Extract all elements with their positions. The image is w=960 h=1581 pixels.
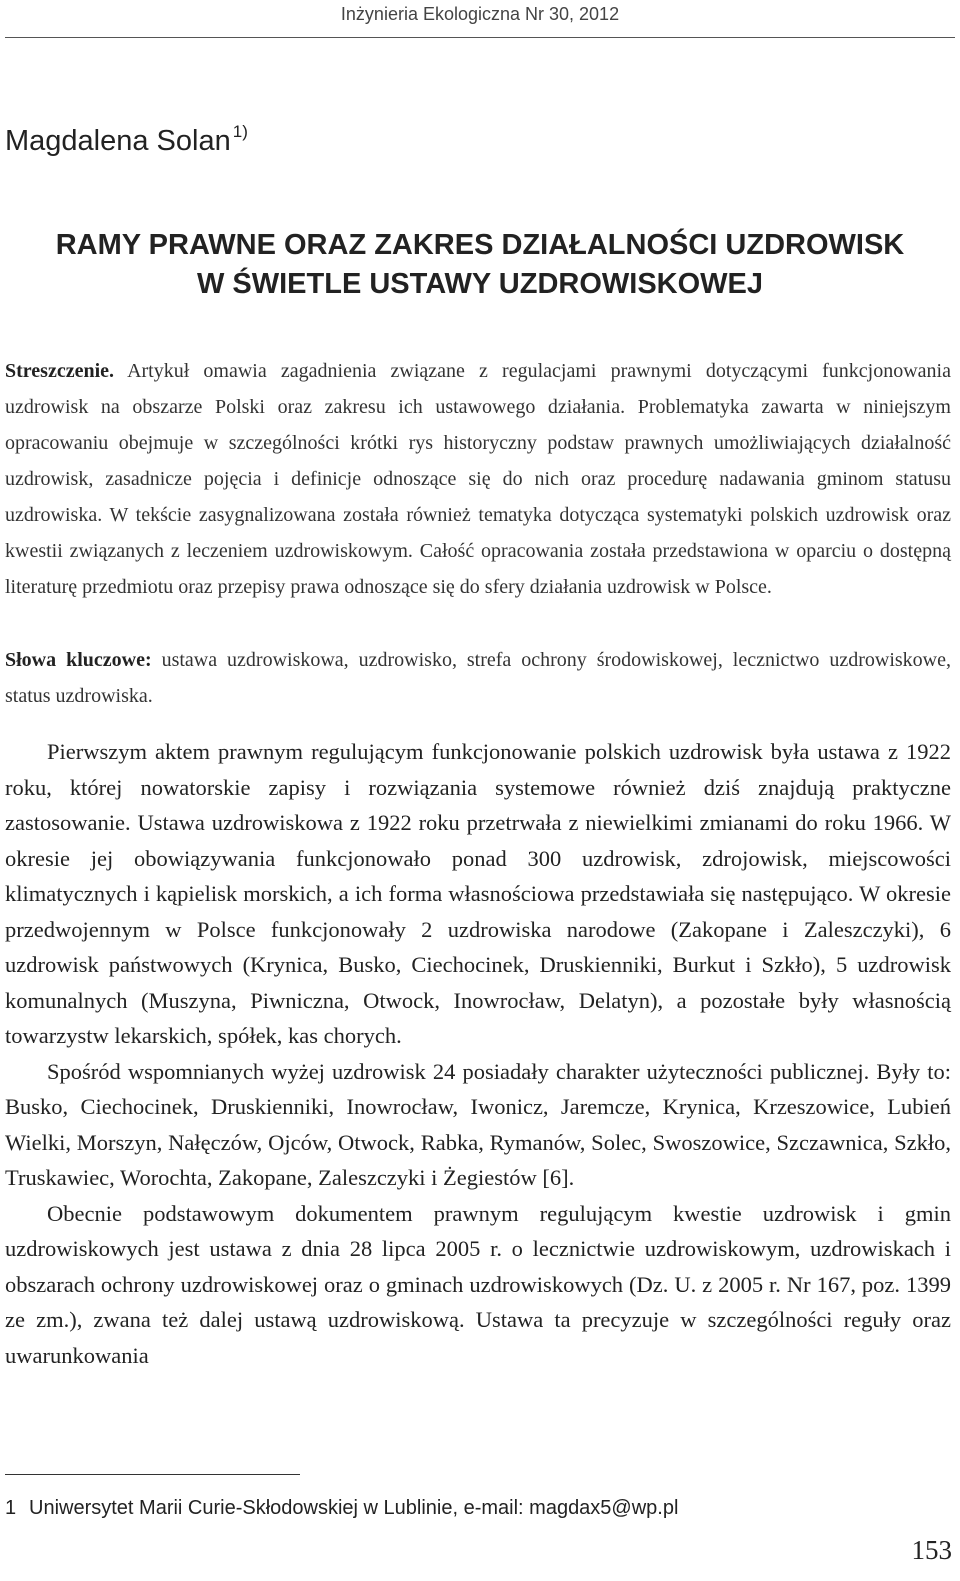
keywords-label: Słowa kluczowe: [5, 649, 152, 671]
abstract [5, 353, 951, 605]
abstract-text: Artykuł omawia zagadnienia związane z regulacjami prawnymi dotyczącymi funkcjonowania uzdrowisk na obszarze Polski oraz zakresu ich ustawowego działania. Problematyka zawarta w niniejszym opracowaniu obejmuje w szczególności krótki rys historyczny podstaw prawnych umożliwiających działalność uzdrowisk, zasadnicze pojęcia i definicje odnoszące się do nich oraz procedurę nadawania gminom statusu uzdrowiska. W tekście zasygnalizowana została również tematyka dotycząca systematyki polskich uzdrowisk oraz kwestii związanych z leczeniem uzdrowiskowym. Całość opracowania została przedstawiona w oparciu o dostępną literaturę przedmiotu oraz przepisy prawa odnoszące się do sfery działania uzdrowisk w Polsce. [5, 360, 951, 598]
page-number: 153 [911, 1535, 952, 1565]
footnote-marker: 1 [5, 1497, 17, 1519]
title-line-1: RAMY PRAWNE ORAZ ZAKRES DZIAŁALNOŚCI UZDROWISK [55, 229, 905, 261]
body-paragraph: Spośród wspomnianych wyżej uzdrowisk 24 posiadały charakter użyteczności publicznej. Były to: Busko, Ciechocinek, Druskienniki, Inowrocław, Iwonicz, Jaremcze, Krynica, Krzeszowice, Lubień Wielki, Morszyn, Nałęczów, Ojców, Otwock, Rabka, Rymanów, Solec, Swoszowice, Szczawnica, Szkło, Truskawiec, Worochta, Zakopane, Zaleszczyki i Żegiestów [6]. [5, 1058, 951, 1190]
footnote-divider [5, 1474, 300, 1475]
article-title [0, 226, 960, 304]
header-divider [5, 37, 955, 38]
body-paragraph: Obecnie podstawowym dokumentem prawnym regulującym kwestie uzdrowisk i gmin uzdrowiskowych jest ustawa z dnia 28 lipca 2005 r. o lecznictwie uzdrowiskowym, uzdrowiskach i obszarach ochrony uzdrowiskowej oraz o gminach uzdrowiskowych (Dz. U. z 2005 r. Nr 167, poz. 1399 ze zm.), zwana też dalej ustawą uzdrowiskową. Ustawa ta precyzuje w szczególności reguły oraz uwarunkowania [5, 1200, 951, 1368]
keywords [5, 642, 951, 714]
journal-header: Inżynieria Ekologiczna Nr 30, 2012 [340, 4, 620, 24]
author-line [5, 122, 248, 158]
abstract-label: Streszczenie. [5, 360, 115, 382]
footnote [5, 1497, 678, 1520]
affiliation-marker: 1) [232, 122, 248, 141]
author-name: Magdalena Solan [5, 125, 231, 157]
keywords-text: ustawa uzdrowiskowa, uzdrowisko, strefa ochrony środowiskowej, lecznictwo uzdrowiskowe, status uzdrowiska. [5, 649, 951, 707]
title-line-2: W ŚWIETLE USTAWY UZDROWISKOWEJ [196, 268, 764, 300]
body-paragraph: Pierwszym aktem prawnym regulującym funkcjonowanie polskich uzdrowisk była ustawa z 1922 roku, której nowatorskie zapisy i rozwiązania systemowe również dziś znajdują praktyczne zastosowanie. Ustawa uzdrowiskowa z 1922 roku przetrwała z niewielkimi zmianami do roku 1966. W okresie jej obowiązywania funkcjonowało ponad 300 uzdrowisk, zdrojowisk, miejscowości klimatycznych i kąpielisk morskich, a ich forma własnościowa przedstawiała się następująco. W okresie przedwojennym w Polsce funkcjonowały 2 uzdrowiska narodowe (Zakopane i Zaleszczyki), 6 uzdrowisk państwowych (Krynica, Busko, Ciechocinek, Druskienniki, Burkut i Szkło), 5 uzdrowisk komunalnych (Muszyna, Piwniczna, Otwock, Inowrocław, Delatyn), a pozostałe były własnością towarzystw lekarskich, spółek, kas chorych. [5, 739, 951, 1048]
footnote-text: Uniwersytet Marii Curie-Skłodowskiej w Lublinie, e-mail: magdax5@wp.pl [29, 1497, 679, 1519]
body-text [5, 734, 951, 1373]
